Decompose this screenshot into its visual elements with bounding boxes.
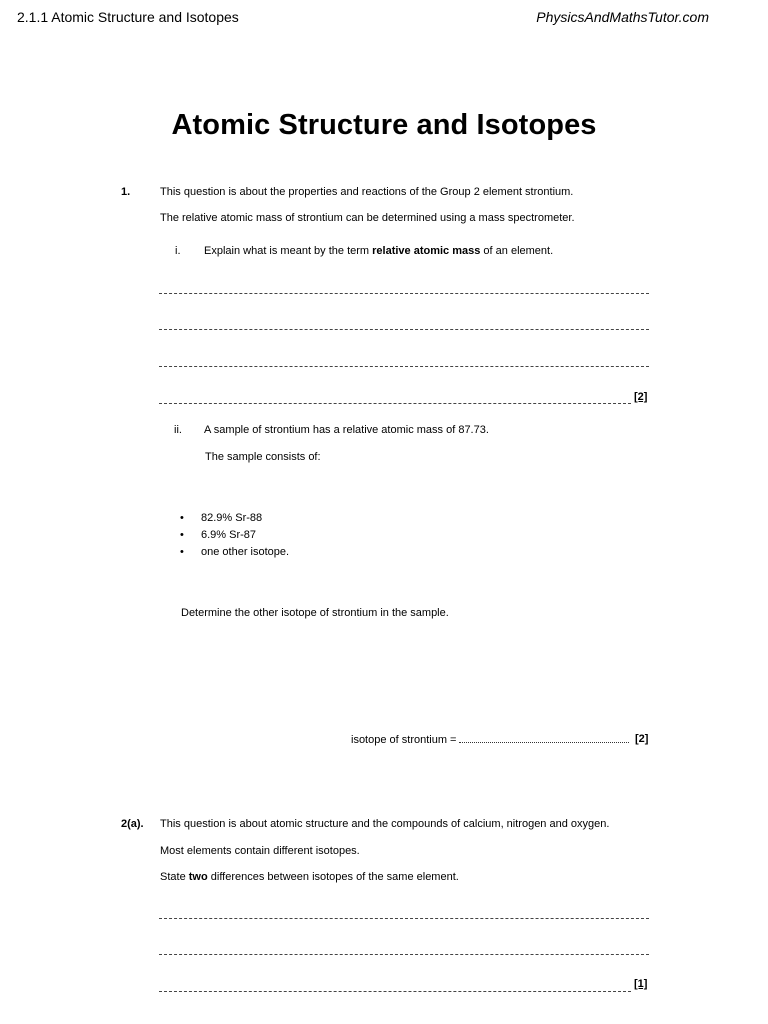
part-i-question: Explain what is meant by the term relative atomic mass of an element. bbox=[204, 245, 554, 257]
question-2a-intro: This question is about atomic structure and the compounds of calcium, nitrogen and oxygen. bbox=[160, 818, 610, 830]
question-2a-marks: [1] bbox=[634, 978, 648, 990]
header-topic: 2.1.1 Atomic Structure and Isotopes bbox=[17, 9, 239, 25]
part-ii-label: ii. bbox=[174, 424, 182, 436]
question-1-line2: The relative atomic mass of strontium can be determined using a mass spectrometer. bbox=[160, 212, 575, 224]
part-ii-marks: [2] bbox=[635, 733, 649, 745]
answer-line-6[interactable] bbox=[159, 954, 649, 955]
part-ii-question: A sample of strontium has a relative atomic mass of 87.73. bbox=[204, 424, 489, 436]
header-site: PhysicsAndMathsTutor.com bbox=[536, 9, 709, 25]
part-ii-determine: Determine the other isotope of strontium in the sample. bbox=[181, 607, 449, 619]
answer-line-5[interactable] bbox=[159, 918, 649, 919]
isotope-answer-label: isotope of strontium = bbox=[351, 734, 457, 746]
answer-line-2[interactable] bbox=[159, 329, 649, 330]
isotope-list bbox=[201, 512, 289, 563]
question-2a-state: State two differences between isotopes of the same element. bbox=[160, 871, 459, 883]
part-ii-consists: The sample consists of: bbox=[205, 451, 321, 463]
question-2a-number: 2(a). bbox=[121, 818, 144, 830]
list-item: • one other isotope. bbox=[201, 546, 289, 563]
isotope-answer-field[interactable] bbox=[459, 733, 629, 743]
list-item: • 82.9% Sr-88 bbox=[201, 512, 289, 529]
list-item: • 6.9% Sr-87 bbox=[201, 529, 289, 546]
answer-line-4[interactable] bbox=[159, 403, 631, 404]
answer-line-7[interactable] bbox=[159, 991, 631, 992]
part-i-label: i. bbox=[175, 245, 181, 257]
question-1-intro: This question is about the properties and reactions of the Group 2 element strontium. bbox=[160, 186, 574, 198]
answer-line-1[interactable] bbox=[159, 293, 649, 294]
isotope-answer-row bbox=[351, 733, 629, 746]
question-2a-line2: Most elements contain different isotopes. bbox=[160, 845, 360, 857]
page-title: Atomic Structure and Isotopes bbox=[171, 109, 597, 141]
part-i-marks: [2] bbox=[634, 391, 648, 403]
answer-line-3[interactable] bbox=[159, 366, 649, 367]
question-1-number: 1. bbox=[121, 186, 131, 198]
